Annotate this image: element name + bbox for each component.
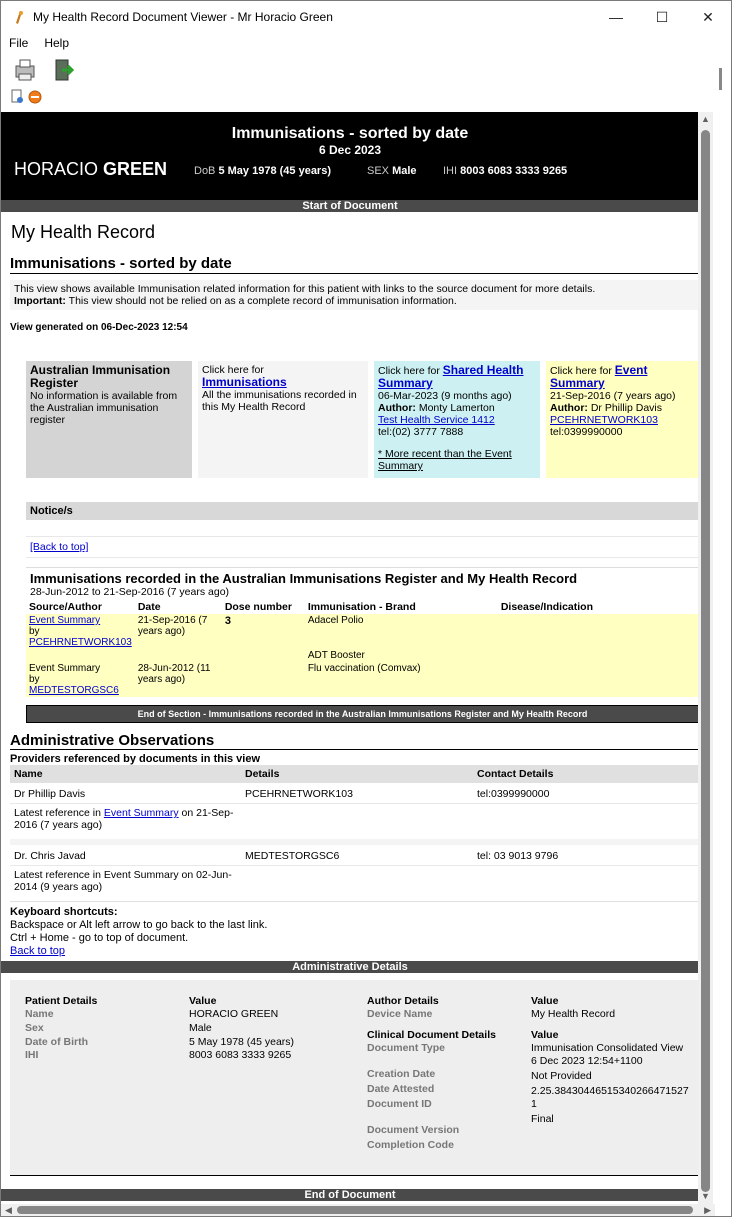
close-button[interactable]: ✕ bbox=[702, 8, 714, 25]
table-row: Event Summary by MEDTESTORGSC6 28-Jun-2012 (11 years ago) Flu vaccination (Comvax) bbox=[26, 662, 699, 697]
start-of-document-bar: Start of Document bbox=[1, 200, 699, 212]
scroll-down-arrow-icon[interactable]: ▼ bbox=[701, 1191, 710, 1201]
immunisations-link[interactable]: Immunisations bbox=[202, 375, 287, 389]
horizontal-scrollbar[interactable] bbox=[1, 1204, 715, 1216]
imm-section-title: Immunisations recorded in the Australian Immunisations Register and My Health Record bbox=[30, 571, 578, 586]
shs-note: * More recent than the Event Summary bbox=[378, 448, 512, 472]
maximize-button[interactable]: ☐ bbox=[655, 8, 669, 25]
menu-help[interactable]: Help bbox=[44, 36, 70, 50]
air-card: Australian Immunisation Register No information is available from the Australian immunisation register bbox=[26, 361, 192, 478]
exit-button[interactable] bbox=[49, 56, 77, 84]
title-bar bbox=[1, 1, 731, 33]
event-summary-card: Click here for Event Summary 21-Sep-2016 (7 years ago) Author: Dr Phillip Davis PCEHRNETWORK103 tel:0399990000 bbox=[546, 361, 699, 478]
administrative-details-bar: Administrative Details bbox=[1, 961, 699, 973]
col-brand: Immunisation - Brand bbox=[307, 601, 416, 613]
toolbar bbox=[1, 53, 731, 87]
col-details: Details bbox=[245, 768, 280, 780]
minimize-button[interactable]: — bbox=[609, 9, 623, 25]
patient-sex: SEX Male bbox=[367, 165, 417, 177]
author-link[interactable]: PCEHRNETWORK103 bbox=[29, 637, 132, 648]
imm-section-range: 28-Jun-2012 to 21-Sep-2016 (7 years ago) bbox=[30, 586, 230, 598]
col-disease: Disease/Indication bbox=[500, 601, 594, 613]
author-link[interactable]: MEDTESTORGSC6 bbox=[29, 685, 119, 696]
end-of-document-bar: End of Document bbox=[1, 1189, 699, 1201]
view-generated: View generated on 06-Dec-2023 12:54 bbox=[10, 322, 188, 333]
immunisation-section bbox=[26, 567, 699, 723]
print-button[interactable] bbox=[11, 56, 39, 84]
document-title: Immunisations - sorted by date bbox=[231, 125, 469, 142]
back-to-top-link-2[interactable]: Back to top bbox=[10, 945, 66, 957]
scroll-right-arrow-icon[interactable]: ▶ bbox=[704, 1205, 711, 1215]
table-row: Dr. Chris Javad MEDTESTORGSC6 tel: 03 9013 9796 bbox=[10, 842, 699, 866]
shs-org-link[interactable]: Test Health Service 1412 bbox=[378, 414, 495, 426]
document-vertical-scrollbar[interactable] bbox=[698, 112, 713, 1204]
es-org-link[interactable]: PCEHRNETWORK103 bbox=[550, 414, 658, 426]
document-search-icon[interactable] bbox=[11, 89, 25, 105]
window-title: My Health Record Document Viewer - Mr Horacio Green bbox=[33, 10, 333, 24]
providers-table bbox=[10, 765, 699, 902]
admin-obs-title: Administrative Observations bbox=[10, 732, 699, 750]
col-date: Date bbox=[137, 601, 161, 613]
scroll-left-arrow-icon[interactable]: ◀ bbox=[5, 1205, 12, 1215]
table-row: Event Summary by PCEHRNETWORK103 21-Sep-2016 (7 years ago) 3 Adacel Polio bbox=[26, 614, 699, 649]
immunisation-table bbox=[26, 600, 699, 697]
col-source: Source/Author bbox=[29, 601, 102, 613]
menu-bar bbox=[1, 33, 731, 53]
intro-text: This view shows available Immunisation related information for this patient with links to the source document for more details. Important: This view should not be relied on as a complete record of immunisation information. bbox=[10, 280, 699, 310]
scroll-thumb[interactable] bbox=[701, 130, 710, 1192]
printer-icon bbox=[12, 57, 38, 83]
event-summary-ref-link[interactable]: Event Summary bbox=[103, 807, 179, 819]
patient-details-values: Value HORACIO GREEN Male 5 May 1978 (45 years) 8003 6083 3333 9265 bbox=[189, 995, 295, 1061]
admin-obs-subtitle: Providers referenced by documents in this view bbox=[10, 753, 261, 765]
patient-name: HORACIO GREEN bbox=[14, 159, 168, 179]
section-title: Immunisations - sorted by date bbox=[10, 255, 699, 274]
summary-cards bbox=[26, 361, 699, 478]
mhr-title: My Health Record bbox=[11, 222, 156, 242]
back-to-top-link[interactable]: [Back to top] bbox=[30, 541, 89, 553]
exit-door-icon bbox=[50, 57, 76, 83]
col-dose: Dose number bbox=[224, 601, 292, 613]
document-date: 6 Dec 2023 bbox=[318, 143, 382, 157]
notices-section bbox=[26, 502, 699, 558]
admin-observations bbox=[10, 732, 699, 958]
shared-health-summary-link[interactable]: Shared Health Summary bbox=[378, 363, 524, 390]
table-row: Dr Phillip Davis PCEHRNETWORK103 tel:0399990000 bbox=[14, 788, 550, 800]
source-link[interactable]: Event Summary bbox=[29, 615, 101, 626]
shared-health-summary-card: Click here for Shared Health Summary 06-Mar-2023 (9 months ago) Author: Monty Lamerton Test Health Service 1412 tel:(02) 3777 7888 * More recent than the Event Summary bbox=[374, 361, 540, 478]
event-summary-link[interactable]: Event Summary bbox=[550, 363, 648, 390]
table-row: Latest reference in Event Summary on 21-Sep-2016 (7 years ago) bbox=[10, 804, 699, 843]
secondary-toolbar bbox=[1, 87, 731, 107]
patient-details-labels: Patient Details Name Sex Date of Birth IHI bbox=[25, 995, 98, 1061]
patient-dob: DoB 5 May 1978 (45 years) bbox=[194, 165, 331, 177]
menu-file[interactable]: File bbox=[9, 36, 29, 50]
table-row: ADT Booster bbox=[26, 649, 699, 662]
administrative-details bbox=[10, 980, 699, 1175]
document-header bbox=[1, 112, 699, 200]
table-row: Latest reference in Event Summary on 02-Jun-2014 (9 years ago) bbox=[10, 866, 699, 902]
window-vertical-scrollbar[interactable] bbox=[714, 52, 731, 1204]
author-details-values: Value My Health Record Value Immunisation Consolidated View 6 Dec 2023 12:54+1100 Not Provided 2.25.38430446515340266471527 1 Final bbox=[531, 995, 689, 1125]
col-contact: Contact Details bbox=[477, 768, 554, 780]
notices-bar: Notice/s bbox=[26, 502, 699, 520]
col-name: Name bbox=[14, 768, 43, 780]
patient-ihi: IHI 8003 6083 3333 9265 bbox=[443, 165, 568, 177]
end-of-section-bar: End of Section - Immunisations recorded in the Australian Immunisations Register and My Health Record bbox=[26, 705, 699, 723]
window-scroll-thumb[interactable] bbox=[719, 68, 722, 90]
immunisations-card: Click here for Immunisations All the immunisations recorded in this My Health Record bbox=[198, 361, 368, 478]
document-view bbox=[1, 112, 699, 1204]
scroll-up-arrow-icon[interactable]: ▲ bbox=[701, 114, 710, 124]
hscroll-thumb[interactable] bbox=[17, 1206, 693, 1214]
author-details-labels: Author Details Device Name Clinical Document Details Document Type Creation Date Date Attested Document ID Document Version Completion Code bbox=[367, 995, 496, 1151]
keyboard-shortcuts: Keyboard shortcuts: Backspace or Alt left arrow to go back to the last link. Ctrl + Home - go to top of document. Back to top bbox=[10, 906, 699, 958]
app-logo-icon bbox=[11, 9, 27, 25]
stop-icon[interactable] bbox=[27, 89, 43, 105]
